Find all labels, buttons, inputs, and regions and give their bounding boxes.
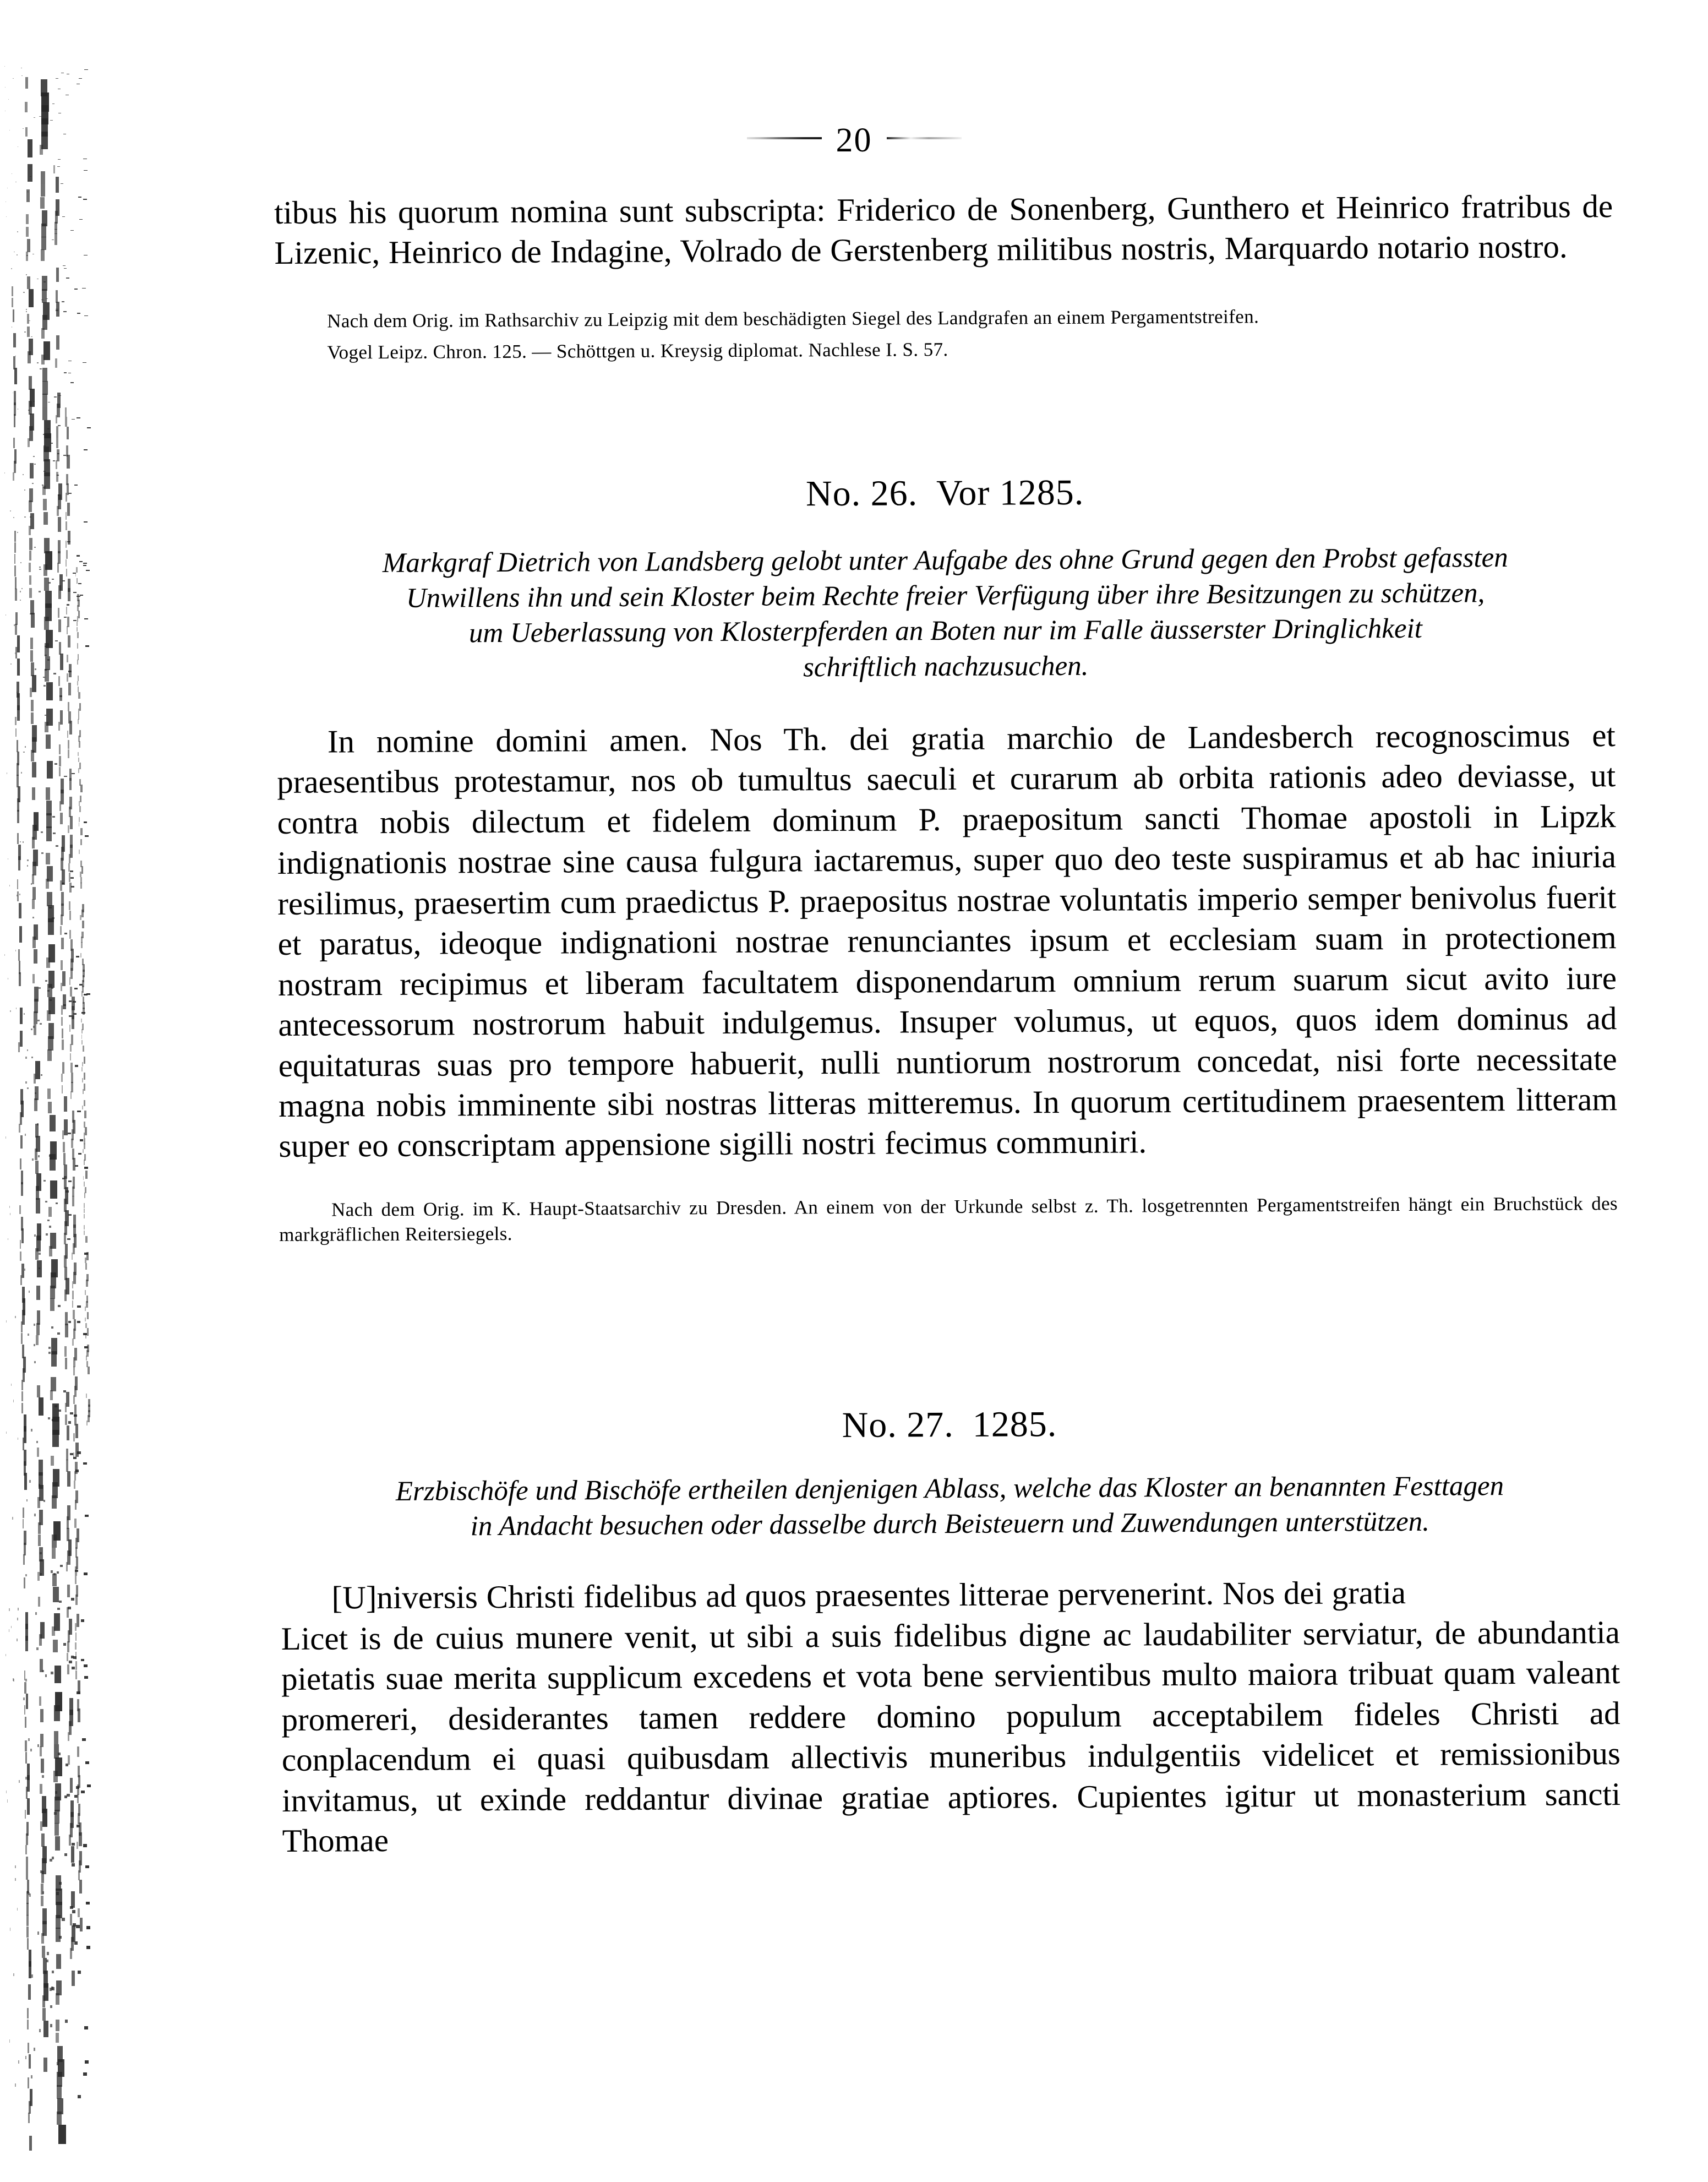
- body-document-27-opening: [U]niversis Christi fidelibus ad quos praesentes litterae pervenerint. Nos dei gratia: [331, 1574, 1406, 1616]
- running-head: [0, 118, 1708, 160]
- heading-26-number: No. 26.: [805, 473, 918, 514]
- regest-27-line-1: Erzbischöfe und Bischöfe ertheilen denjenigen Ablass, welche das Kloster an benannten Festtagen: [395, 1471, 1504, 1507]
- continued-paragraph: tibus his quorum nomina sunt subscripta: Friderico de Sonenberg, Gunthero et Heinrico fratribus de Lizenic, Heinrico de Indagine, Volrado de Gerstenberg militibus nostris, Marquardo notario nostro.: [274, 188, 1613, 271]
- page-number: 20: [836, 121, 872, 159]
- source-note-document-26: Nach dem Orig. im K. Haupt-Staatsarchiv zu Dresden. An einem von der Urkunde selbst z. Th. losgetrennten Pergamentstreifen hängt ein Bruchstück des markgräflichen Reitersiegels.: [279, 1192, 1618, 1246]
- regest-26-line-3: um Ueberlassung von Klosterpferden an Boten nur im Falle äusserster Dringlichkeit: [468, 613, 1422, 649]
- running-head-rule-right: [887, 137, 962, 139]
- scan-gutter-noise: [0, 0, 94, 2182]
- heading-26-date: Vor 1285.: [936, 472, 1084, 514]
- heading-27-date: 1285.: [972, 1403, 1057, 1445]
- body-document-26: In nomine domini amen. Nos Th. dei gratia marchio de Landesberch recognoscimus et praesentibus protestamur, nos ob tumultus saeculi et curarum ab orbita rationis adeo deviasse, ut contra nobis dilectum et fidelem dominum P. praepositum sancti Thomae apostoli in Lipzk indignationis nostrae sine causa fulgura iactaremus, super quo deo teste suspiramus et ab hac iniuria resilimus, praesertim cum praedictus P. praepositus nostrae voluntatis imperio semper benivolus fuerit et paratus, ideoque indignationi nostrae renunciantes ipsum et ecclesiam suam in protectionem nostram recipimus et liberam facultatem disponendarum omnium rerum suarum sicut avito iure antecessorum nostrorum habuit indulgemus. Insuper volumus, ut equos, quos idem dominus ad equitaturas suas pro tempore habuerit, nulli nuntiorum nostrorum concedat, nisi forte necessitate magna nobis imminente sibi nostras litteras mitteremus. In quorum certitudinem praesentem litteram super eo conscriptam appensione sigilli nostri fecimus communiri.: [277, 717, 1618, 1165]
- regest-26-line-1: Markgraf Dietrich von Landsberg gelobt unter Aufgabe des ohne Grund gegen den Probst gefassten: [382, 542, 1508, 579]
- source-note-archive: Nach dem Orig. im Rathsarchiv zu Leipzig mit dem beschädigten Siegel des Landgrafen an einem Pergamentstreifen.: [327, 306, 1259, 332]
- text-column: [274, 186, 1621, 1861]
- heading-document-26: [276, 469, 1614, 518]
- regest-26-line-2: Unwillens ihn und sein Kloster beim Rechte freier Verfügung über ihre Besitzungen zu schützen,: [406, 578, 1485, 614]
- heading-27-number: No. 27.: [842, 1404, 954, 1445]
- heading-document-27: [280, 1401, 1619, 1449]
- source-note-editions: Vogel Leipz. Chron. 125. — Schöttgen u. Kreysig diplomat. Nachlese I. S. 57.: [327, 339, 948, 363]
- running-head-rule-left: [747, 137, 822, 139]
- regest-27-line-2: in Andacht besuchen oder dasselbe durch Beisteuern und Zuwendungen unterstützen.: [470, 1506, 1430, 1542]
- regest-document-26: [276, 540, 1615, 688]
- regest-26-line-4: schriftlich nachzusuchen.: [803, 650, 1089, 683]
- body-document-27-continued: Licet is de cuius munere venit, ut sibi a suis fidelibus digne ac laudabiliter serviatur, de abundantia pietatis suae merita supplicum excedens et vota bene servientibus multo maiora tribuat quam valeant promereri, desiderantes tamen reddere domino populum acceptabilem fideles Christi ad conplacendum ei quasi quibusdam allectivis muneribus indulgentiis videlicet et remissionibus invitamus, ut exinde reddantur divinae gratiae aptiores. Cupientes igitur ut monasterium sancti Thomae: [281, 1613, 1621, 1859]
- regest-document-27: [280, 1468, 1619, 1545]
